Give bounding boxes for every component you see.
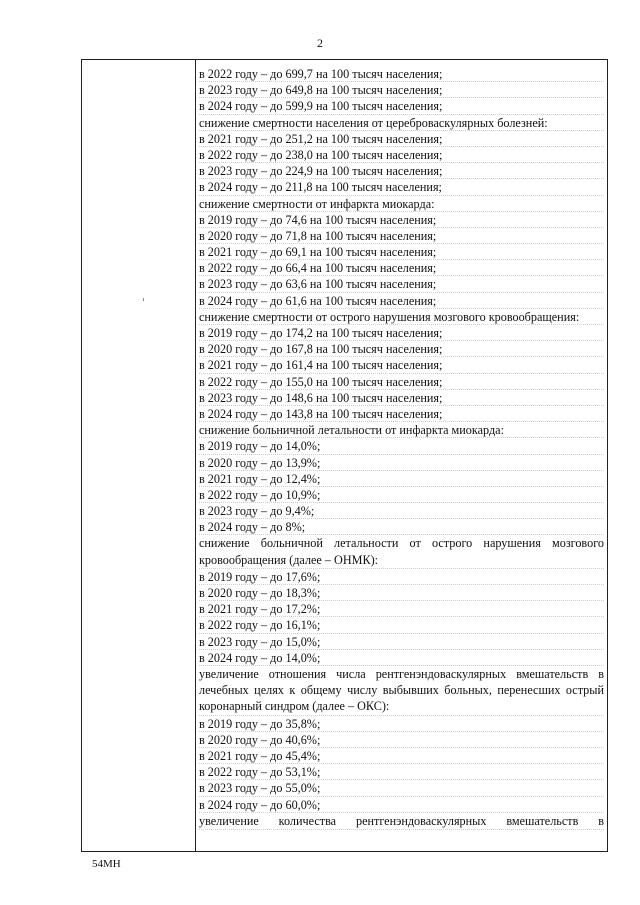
text-line: в 2021 году – до 12,4%; [199,471,604,487]
text-line: в 2024 году – до 14,0%; [199,650,604,666]
text-line: в 2021 году – до 161,4 на 100 тысяч населения; [199,357,604,373]
text-line: в 2023 году – до 224,9 на 100 тысяч населения; [199,163,604,179]
text-line: в 2022 году – до 10,9%; [199,487,604,503]
text-line: в 2023 году – до 148,6 на 100 тысяч населения; [199,390,604,406]
text-line: в 2022 году – до 155,0 на 100 тысяч населения; [199,374,604,390]
table-column-divider [195,59,196,852]
text-line: в 2023 году – до 649,8 на 100 тысяч населения; [199,82,604,98]
text-line: в 2024 году – до 143,8 на 100 тысяч населения; [199,406,604,422]
text-line: в 2022 году – до 66,4 на 100 тысяч населения; [199,260,604,276]
text-line: в 2022 году – до 16,1%; [199,617,604,633]
text-line: в 2020 году – до 13,9%; [199,455,604,471]
text-line: в 2021 году – до 69,1 на 100 тысяч населения; [199,244,604,260]
table-text-column [199,66,604,830]
text-line: в 2019 году – до 17,6%; [199,569,604,585]
text-line: в 2021 году – до 17,2%; [199,601,604,617]
text-line: в 2020 году – до 18,3%; [199,585,604,601]
text-line: в 2022 году – до 699,7 на 100 тысяч населения; [199,66,604,82]
scan-artifact [143,298,144,301]
section-heading-intervention-count: увеличение количества рентгенэндоваскулярных вмешательств в [199,813,604,830]
text-line: в 2020 году – до 40,6%; [199,732,604,748]
text-line: в 2020 году – до 167,8 на 100 тысяч населения; [199,341,604,357]
text-line: в 2024 году – до 60,0%; [199,797,604,813]
text-line: в 2024 году – до 211,8 на 100 тысяч населения; [199,179,604,195]
section-heading-cerebrovascular: снижение смертности населения от цереброваскулярных болезней: [199,115,604,131]
text-line: в 2019 году – до 174,2 на 100 тысяч населения; [199,325,604,341]
section-heading-onmk-hospital-lethality: снижение больничной летальности от острого нарушения мозгового кровообращения (далее – ОНМК): [199,535,604,568]
text-line: в 2019 году – до 35,8%; [199,716,604,732]
section-heading-oks-interventions: увеличение отношения числа рентгенэндоваскулярных вмешательств в лечебных целях к общему числу выбывших больных, перенесших острый коронарный синдром (далее – ОКС): [199,666,604,716]
text-line: в 2019 году – до 14,0%; [199,438,604,454]
text-line: в 2022 году – до 53,1%; [199,764,604,780]
text-line: в 2021 году – до 45,4%; [199,748,604,764]
text-line: в 2021 году – до 251,2 на 100 тысяч населения; [199,131,604,147]
text-line: в 2024 году – до 8%; [199,519,604,535]
text-line: в 2023 году – до 55,0%; [199,780,604,796]
text-line: в 2019 году – до 74,6 на 100 тысяч населения; [199,212,604,228]
text-line: в 2023 году – до 15,0%; [199,634,604,650]
text-line: в 2024 году – до 61,6 на 100 тысяч населения; [199,293,604,309]
text-line: в 2024 году – до 599,9 на 100 тысяч населения; [199,98,604,114]
page-number: 2 [317,36,323,50]
section-heading-myocardial-infarction: снижение смертности от инфаркта миокарда: [199,196,604,212]
section-heading-stroke: снижение смертности от острого нарушения мозгового кровообращения: [199,309,604,325]
text-line: в 2023 году – до 9,4%; [199,503,604,519]
section-heading-mi-hospital-lethality: снижение больничной летальности от инфаркта миокарда: [199,422,604,438]
text-line: в 2023 году – до 63,6 на 100 тысяч населения; [199,276,604,292]
text-line: в 2022 году – до 238,0 на 100 тысяч населения; [199,147,604,163]
footer-document-code: 54МН [92,858,121,870]
text-line: в 2020 году – до 71,8 на 100 тысяч населения; [199,228,604,244]
